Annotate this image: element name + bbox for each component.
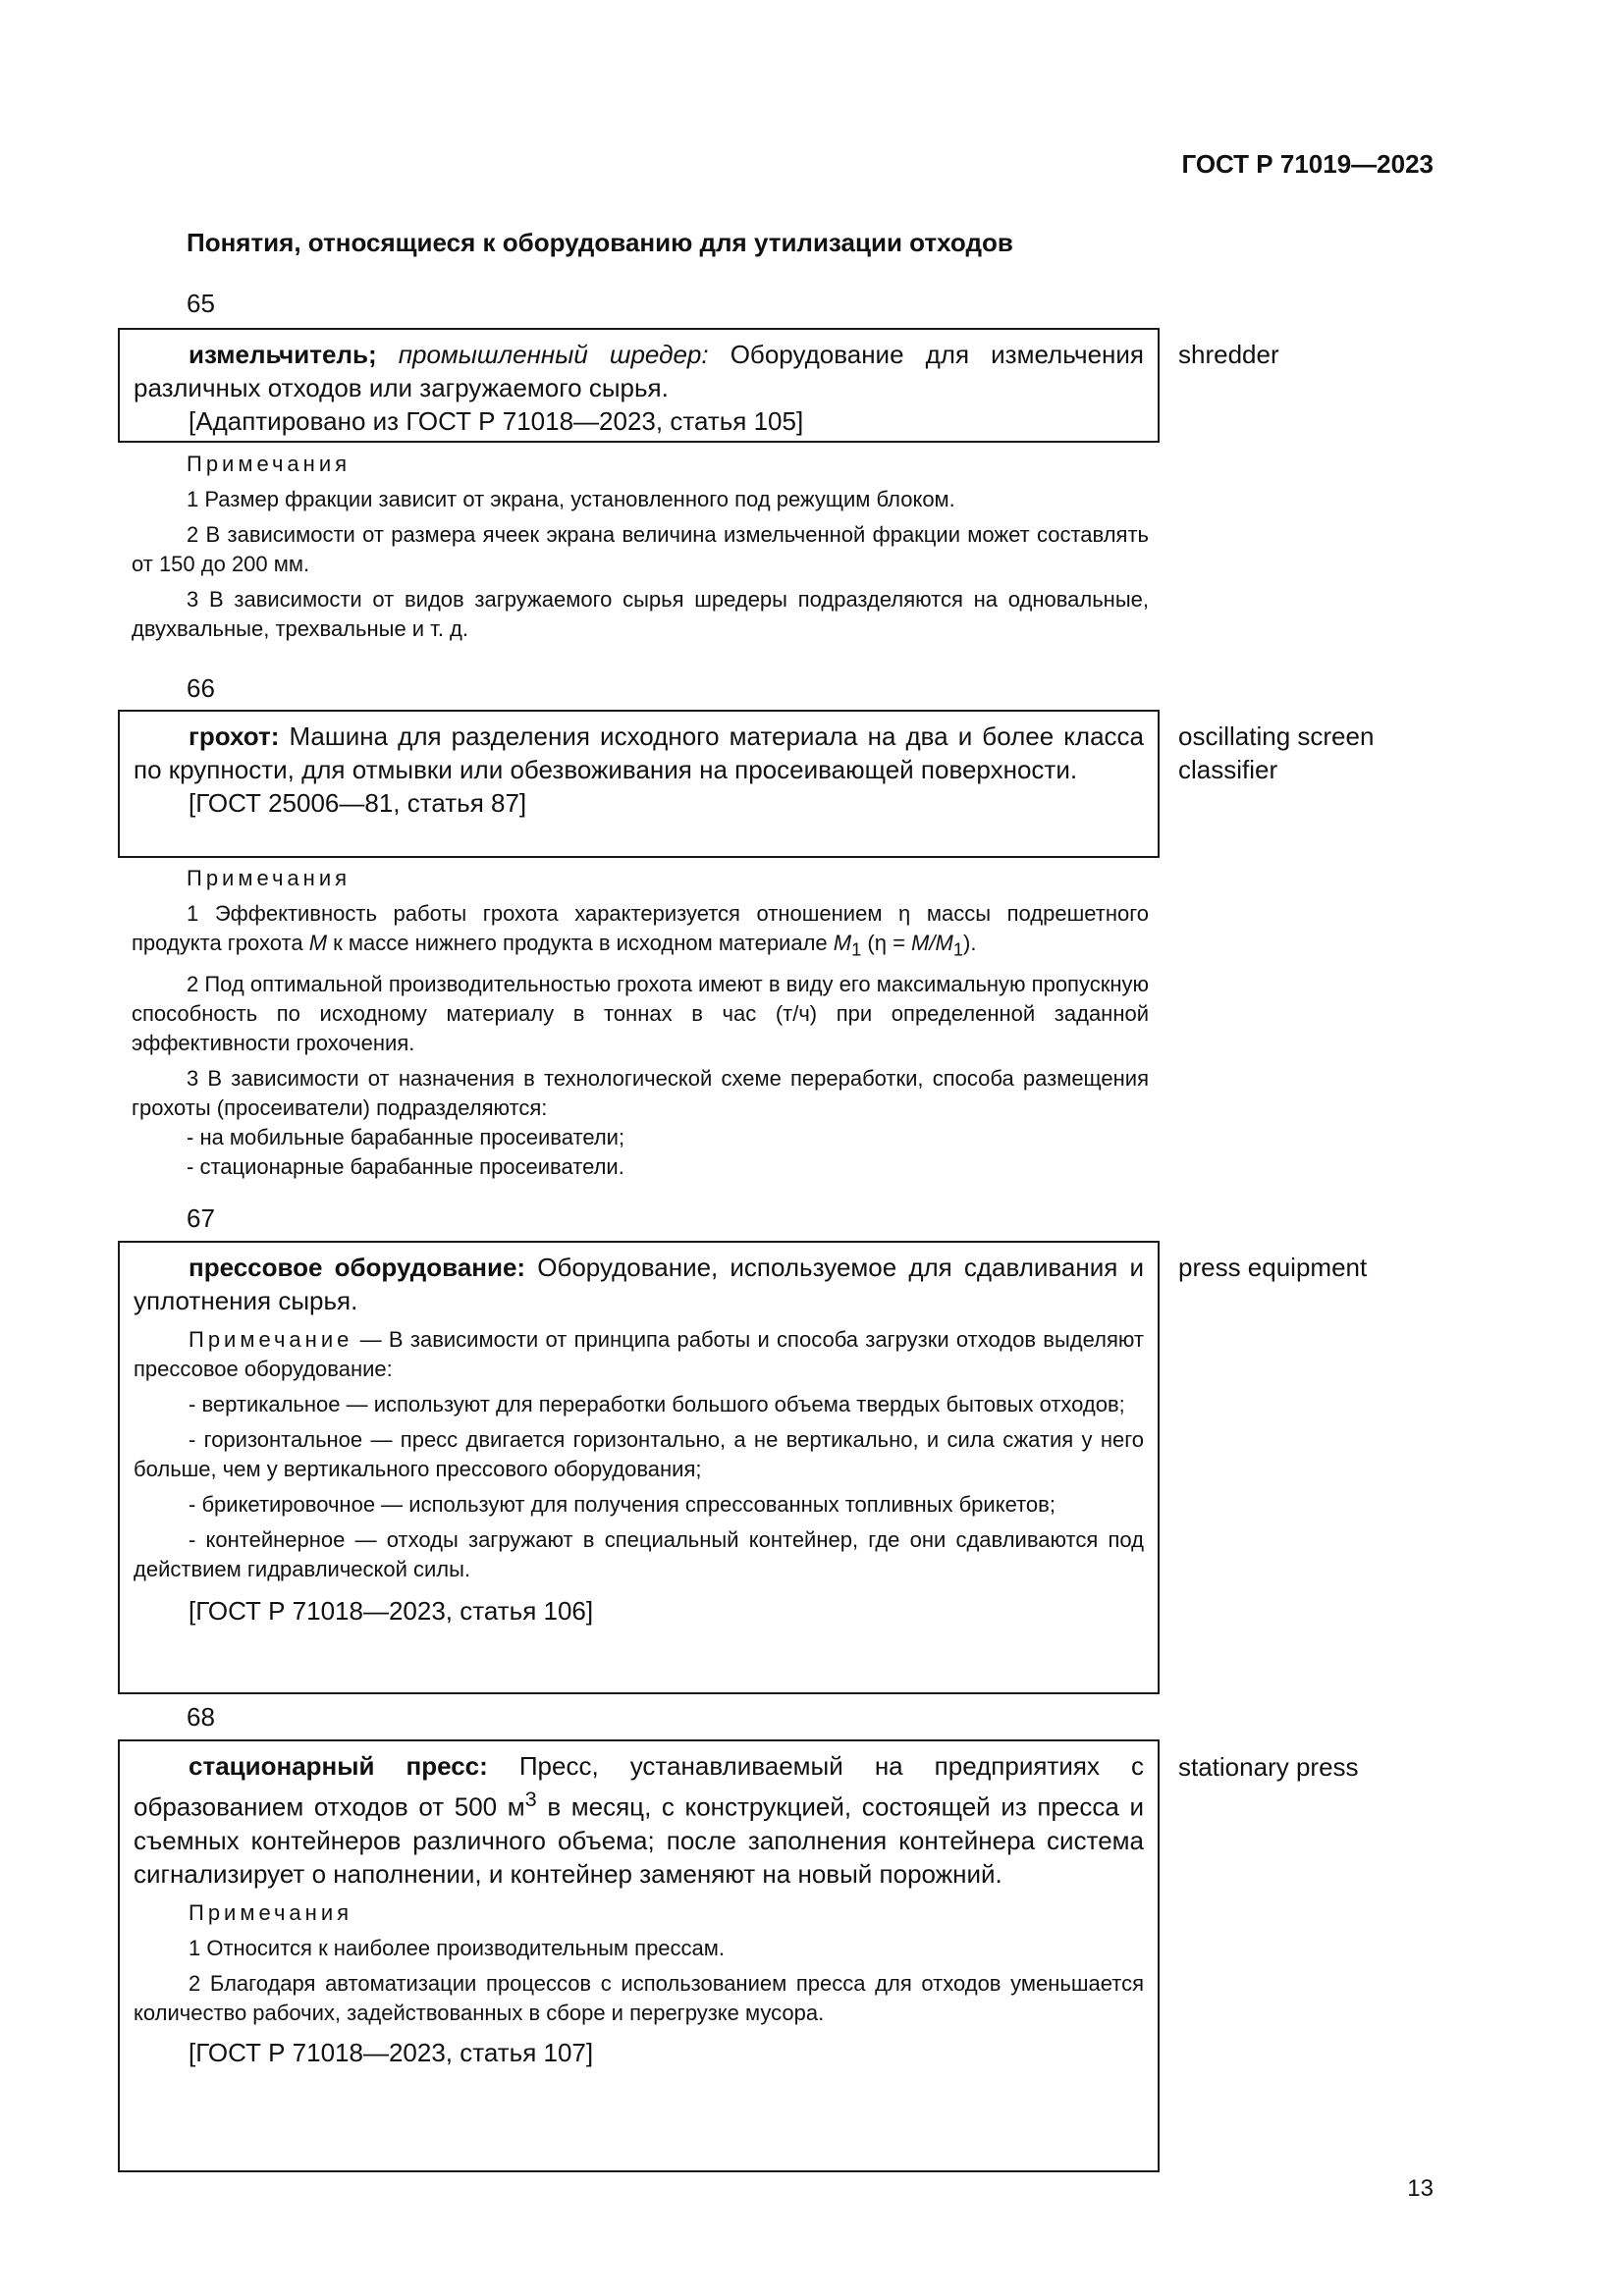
- document-code: ГОСТ Р 71019—2023: [1181, 149, 1434, 179]
- note-item: 1 Относится к наиболее производительным прессам.: [189, 1935, 726, 1960]
- page-number: 13: [1407, 2175, 1434, 2202]
- term-synonym: промышленный шредер:: [398, 340, 709, 369]
- note-item: 3 В зависимости от назначения в технологической схеме переработки, способа размещения грохоты (просеиватели) подразделяются:: [132, 1066, 1149, 1121]
- term-source: [ГОСТ Р 71018—2023, статья 106]: [189, 1596, 594, 1626]
- term-source: [ГОСТ Р 71018—2023, статья 107]: [189, 2037, 594, 2067]
- term-name: стационарный пресс:: [189, 1751, 488, 1781]
- notes-heading: Примечания: [189, 1899, 353, 1925]
- note-list-item: - брикетировочное — используют для получения спрессованных топливных брикетов;: [189, 1492, 1056, 1517]
- note-item: 2 Под оптимальной производительностью грохота имеют в виду его максимальную пропускную способность по исходному материалу в тоннах в час (т/ч) при определенной заданной эффективности грохочения.: [132, 972, 1149, 1056]
- english-equivalent: shredder: [1178, 340, 1279, 369]
- section-title: Понятия, относящиеся к оборудованию для утилизации отходов: [187, 228, 1013, 257]
- term-number-68: 68: [187, 1702, 215, 1732]
- definition-text: Оборудование для измельчения различных отходов или загружаемого сырья.: [134, 340, 1144, 402]
- note-list-item: - контейнерное — отходы загружают в специальный контейнер, где они сдавливаются под действием гидравлической силы.: [134, 1527, 1144, 1581]
- english-equivalent: stationary press: [1178, 1752, 1359, 1782]
- note-item: 1 Эффективность работы грохота характеризуется отношением η массы подрешетного продукта грохота M к массе нижнего продукта в исходном материале $M_1$ $(\eta = M/M_1)$.: [132, 901, 1149, 960]
- note-list-item: - на мобильные барабанные просеиватели;: [187, 1125, 625, 1150]
- term-source: [Адаптировано из ГОСТ Р 71018—2023, статья 105]: [189, 406, 804, 436]
- term-name: измельчитель;: [189, 340, 377, 369]
- note-label: Примечание: [189, 1327, 353, 1352]
- notes-heading: Примечания: [187, 866, 352, 890]
- note-item: 1 Размер фракции зависит от экрана, установленного под режущим блоком.: [187, 487, 955, 511]
- definition-text: Оборудование, используемое для сдавливания и уплотнения сырья.: [134, 1253, 1145, 1315]
- english-equivalent-line: classifier: [1178, 755, 1278, 784]
- term-definition: [134, 1251, 1144, 1317]
- term-definition: стационарный пресс: Пресс, устанавливаемый на предприятиях с образованием отходов от 500 $м^3$ в месяц, с конструкцией, состоящей из пресса и съемных контейнеров различного объема; после заполнения контейнера система сигнализирует о наполнении, и контейнер заменяют на новый порожний.: [134, 1751, 1144, 1889]
- term-box-67: [118, 1241, 1160, 1694]
- notes-66: [132, 864, 1149, 1188]
- term-box-65: [118, 328, 1160, 443]
- term-definition: [134, 720, 1144, 786]
- note-item: 2 Благодаря автоматизации процессов с использованием пресса для отходов уменьшается количество рабочих, задействованных в сборе и перегрузке мусора.: [134, 1970, 1144, 2025]
- note-list-item: - стационарные барабанные просеиватели.: [187, 1154, 624, 1180]
- term-source: [ГОСТ 25006—81, статья 87]: [189, 788, 527, 818]
- definition-text: Машина для разделения исходного материала на два и более класса по крупности, для отмывки или обезвоживания на просеивающей поверхности.: [134, 721, 1144, 784]
- notes-65: [132, 450, 1149, 650]
- term-box-66: [118, 710, 1160, 858]
- note-item: Примечание — В зависимости от принципа работы и способа загрузки отходов выделяют прессовое оборудование:: [134, 1327, 1144, 1381]
- notes-heading: Примечания: [187, 452, 352, 476]
- note-item: 2 В зависимости от размера ячеек экрана величина измельченной фракции может составлять от 150 до 200 мм.: [132, 522, 1149, 576]
- term-number-66: 66: [187, 673, 215, 703]
- term-box-68: [118, 1739, 1160, 2172]
- english-equivalent: press equipment: [1178, 1253, 1368, 1282]
- term-number-65: 65: [187, 289, 215, 318]
- note-list-item: - вертикальное — используют для переработки большого объема твердых бытовых отходов;: [189, 1392, 1125, 1416]
- term-definition: [134, 338, 1144, 404]
- english-equivalent: [1178, 720, 1374, 786]
- note-list-item: - горизонтальное — пресс двигается горизонтально, а не вертикально, и сила сжатия у него больше, чем у вертикального прессового оборудования;: [134, 1427, 1144, 1481]
- note-item: 3 В зависимости от видов загружаемого сырья шредеры подразделяются на одновальные, двухвальные, трехвальные и т. д.: [132, 587, 1149, 641]
- term-name: прессовое оборудование:: [189, 1253, 526, 1282]
- english-equivalent-line: oscillating screen: [1178, 721, 1375, 751]
- term-number-67: 67: [187, 1203, 215, 1233]
- term-name: грохот:: [189, 721, 280, 751]
